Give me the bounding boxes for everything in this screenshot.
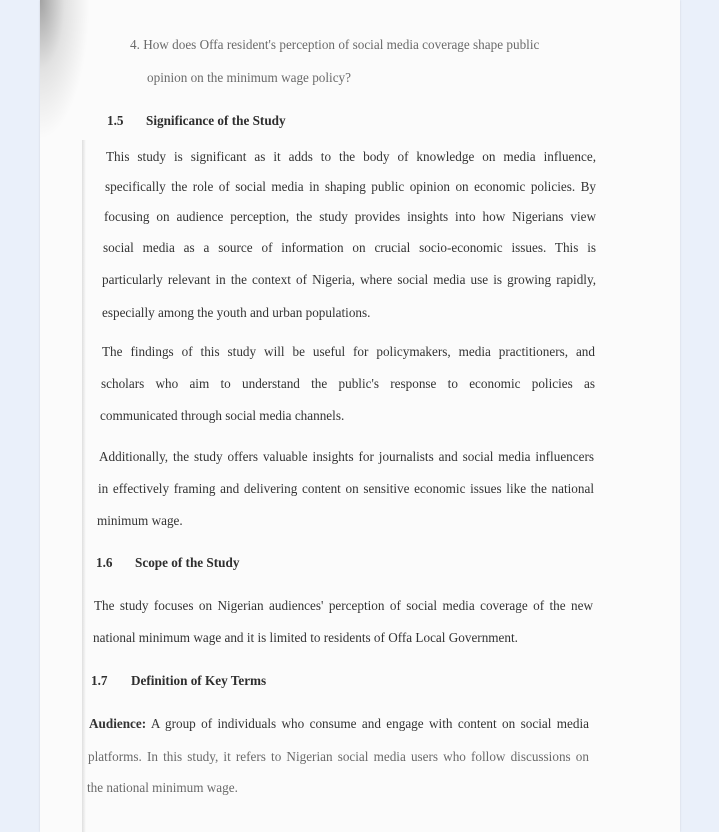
significance-paragraph-line: This study is significant as it adds to the body of knowledge on media influence, [106,149,596,164]
significance-paragraph-line: focusing on audience perception, the study provides insights into how Nigerians view [104,209,596,224]
definition-audience-text: A group of individuals who consume and engage with content on social media [146,716,589,731]
significance-paragraph-line: especially among the youth and urban populations. [102,305,371,320]
section-1-5-number: 1.5 [107,113,124,128]
section-1-6-number: 1.6 [96,555,113,570]
definition-audience-line3: the national minimum wage. [87,780,238,795]
research-question-4-line2: opinion on the minimum wage policy? [147,70,352,85]
significance-paragraph-line: particularly relevant in the context of Nigeria, where social media use is growing rapidly, [102,272,596,287]
findings-paragraph-line: scholars who aim to understand the public's response to economic policies as [101,376,595,391]
significance-paragraph-line: social media as a source of information on crucial socio-economic issues. This is [103,240,596,255]
additionally-paragraph-line: Additionally, the study offers valuable insights for journalists and social media influencers [99,449,594,464]
section-1-5-title: Significance of the Study [146,113,286,128]
definition-term-audience: Audience: [89,716,147,731]
findings-paragraph-line: communicated through social media channels. [100,408,345,423]
document-page [40,0,680,832]
additionally-paragraph-line: in effectively framing and delivering content on sensitive economic issues like the national [98,481,594,496]
findings-paragraph-line: The findings of this study will be useful for policymakers, media practitioners, and [102,344,595,359]
definition-audience-line1 [89,716,589,732]
research-question-4-line1: 4. How does Offa resident's perception of social media coverage shape public [130,37,540,52]
scope-paragraph-line: The study focuses on Nigerian audiences' perception of social media coverage of the new [94,598,593,613]
additionally-paragraph-line: minimum wage. [97,513,183,528]
significance-paragraph-line: specifically the role of social media in shaping public opinion on economic policies. By [105,179,596,194]
definition-audience-line2: platforms. In this study, it refers to Nigerian social media users who follow discussions on [88,749,589,764]
section-1-6-title: Scope of the Study [135,555,240,570]
section-1-7-number: 1.7 [91,673,108,688]
section-1-7-title: Definition of Key Terms [131,673,267,688]
scope-paragraph-line: national minimum wage and it is limited to residents of Offa Local Government. [93,630,518,645]
